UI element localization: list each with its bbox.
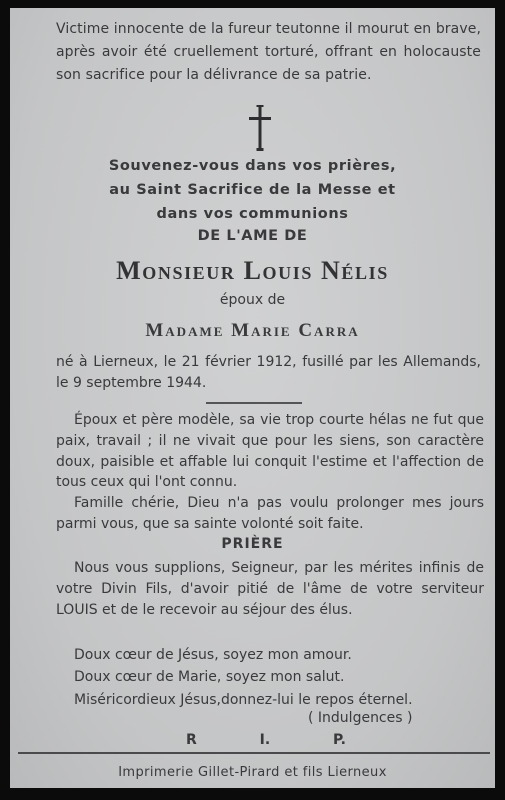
rip-letter: P. xyxy=(332,732,346,748)
prayer-text: Nous vous supplions, Seigneur, par les mérites infinis de votre Divin Fils, d'avoir pitié de l'âme de votre serviteur LOUIS et de le recevoir au séjour des élus. xyxy=(56,560,484,618)
invocation-line: Doux cœur de Marie, soyez mon salut. xyxy=(74,669,345,686)
rip-letter: I. xyxy=(259,732,271,748)
intro-text: Victime innocente de la fureur teutonne il mourut en brave, après avoir été cruellement torturé, offrant en holocauste son sacrifice pour la délivrance de sa patrie. xyxy=(56,21,481,83)
remembrance-line-3: dans vos communions xyxy=(156,206,349,222)
memorial-card xyxy=(10,8,495,788)
eulogy xyxy=(56,410,484,535)
spouse-label: époux de xyxy=(219,292,286,308)
birth-death-text: né à Lierneux, le 21 février 1912, fusillé par les Allemands, le 9 septembre 1944. xyxy=(56,354,481,391)
invocation-line: Doux cœur de Jésus, soyez mon amour. xyxy=(74,647,352,663)
deceased-name: Monsieur Louis Nélis xyxy=(116,256,389,285)
remembrance-line-1: Souvenez-vous dans vos prières, xyxy=(108,158,397,174)
remembrance-heading xyxy=(10,154,495,226)
spouse-name: Madame Marie Carra xyxy=(145,320,360,341)
eulogy-paragraph-1: Époux et père modèle, sa vie trop courte hélas ne fut que paix, travail ; il ne vivait que pour les siens, son caractère doux, paisible et affable lui conquit l'estime et l'affection de tous ceux qui l'ont connu. xyxy=(56,412,484,491)
separator-rule xyxy=(206,402,302,404)
footer-rule xyxy=(18,752,490,754)
soul-of-heading: DE L'AME DE xyxy=(197,228,308,244)
rip-letter: R xyxy=(186,732,197,748)
rip-initials xyxy=(186,732,346,748)
indulgences-note: ( Indulgences ) xyxy=(308,710,413,726)
invocation-line: Miséricordieux Jésus,donnez-lui le repos éternel. xyxy=(74,691,413,708)
printer-imprint: Imprimerie Gillet-Pirard et fils Lierneux xyxy=(118,765,387,780)
eulogy-paragraph-2: Famille chérie, Dieu n'a pas voulu prolonger mes jours parmi vous, que sa sainte volonté soit faite. xyxy=(56,495,484,532)
prayer xyxy=(56,558,484,620)
latin-cross-icon xyxy=(246,104,274,152)
invocations xyxy=(74,644,484,711)
prayer-title: PRIÈRE xyxy=(221,536,284,552)
remembrance-line-2: au Saint Sacrifice de la Messe et xyxy=(109,182,396,198)
